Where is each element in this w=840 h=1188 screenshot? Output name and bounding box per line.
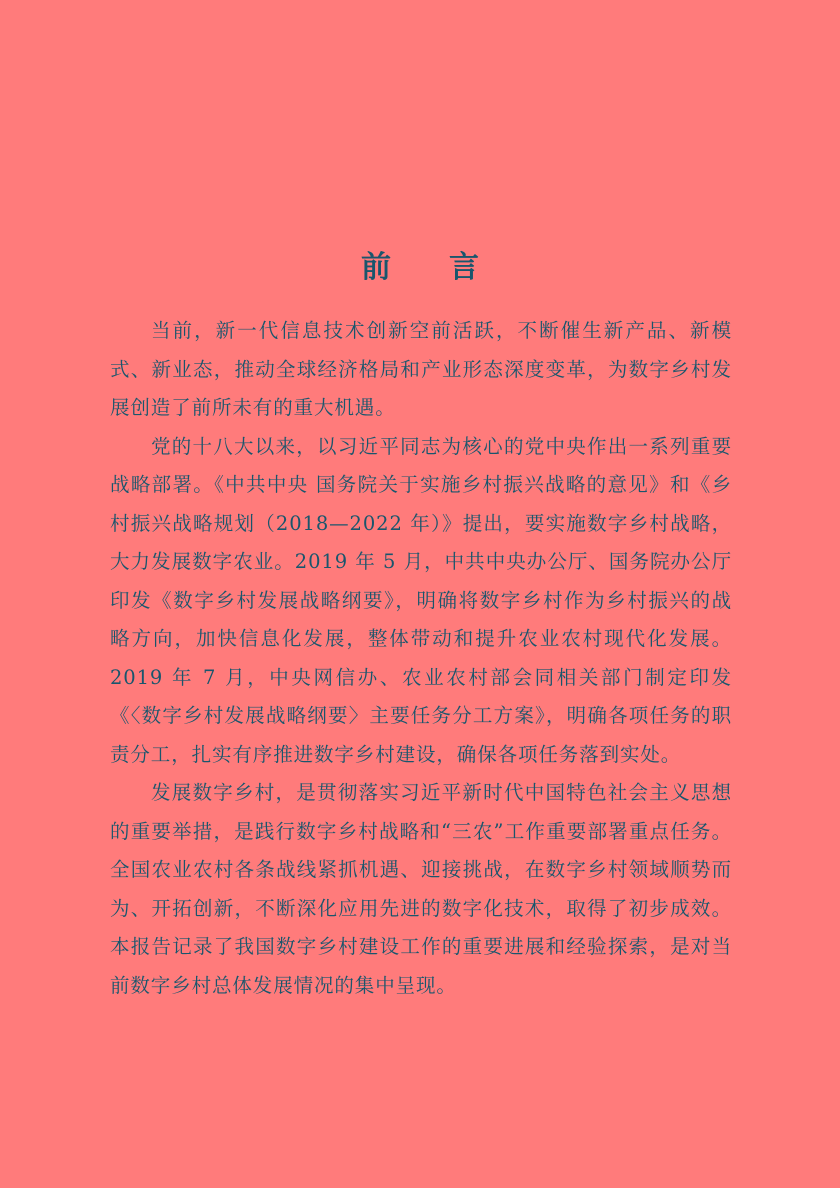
paragraph-1: 当前，新一代信息技术创新空前活跃，不断催生新产品、新模式、新业态，推动全球经济格局和产业形态深度变革，为数字乡村发展创造了前所未有的重大机遇。 (110, 319, 732, 419)
page-title: 前言 (361, 250, 537, 286)
preface-body (110, 312, 732, 1005)
paragraph-3: 发展数字乡村，是贯彻落实习近平新时代中国特色社会主义思想的重要举措，是践行数字乡村战略和“三农”工作重要部署重点任务。全国农业农村各条战线紧抓机遇、迎接挑战，在数字乡村领域顺势而为、开拓创新，不断深化应用先进的数字化技术，取得了初步成效。本报告记录了我国数字乡村建设工作的重要进展和经验探索，是对当前数字乡村总体发展情况的集中呈现。 (110, 781, 732, 997)
paragraph-2: 党的十八大以来，以习近平同志为核心的党中央作出一系列重要战略部署。《中共中央 国务院关于实施乡村振兴战略的意见》和《乡村振兴战略规划（2018—2022 年）》提出，要实施数字乡村战略，大力发展数字农业。2019 年 5 月，中共中央办公厅、国务院办公厅印发《数字乡村发展战略纲要》，明确将数字乡村作为乡村振兴的战略方向，加快信息化发展，整体带动和提升农业农村现代化发展。2019 年 7 月，中央网信办、农业农村部会同相关部门制定印发《〈数字乡村发展战略纲要〉主要任务分工方案》，明确各项任务的职责分工，扎实有序推进数字乡村建设，确保各项任务落到实处。 (110, 434, 732, 766)
